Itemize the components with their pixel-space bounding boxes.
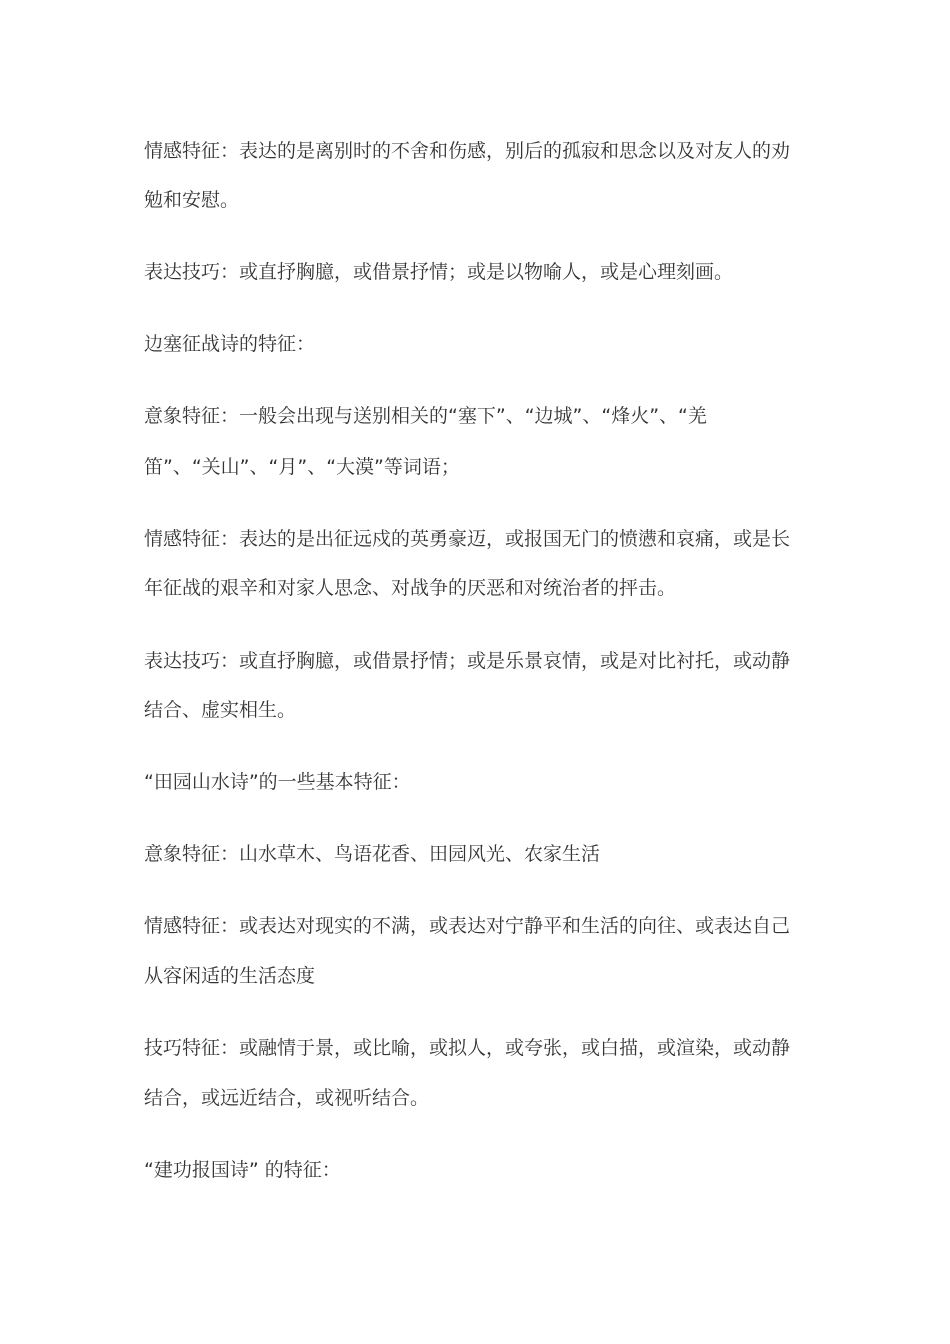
section-heading: “建功报国诗” 的特征： (144, 1159, 341, 1181)
section-heading: 边塞征战诗的特征： (144, 333, 316, 355)
text-line: 结合、虚实相生。 (144, 699, 297, 721)
text-line: 情感特征：表达的是出征远戍的英勇豪迈，或报国无门的愤懑和哀痛，或是长 (144, 528, 791, 550)
text-line: 意象特征：一般会出现与送别相关的“塞下”、“边城”、“烽火”、“羌 (144, 405, 707, 427)
text-line: 表达技巧：或直抒胸臆，或借景抒情；或是乐景哀情，或是对比衬托，或动静 (144, 650, 791, 672)
text-line: 表达技巧：或直抒胸臆，或借景抒情；或是以物喻人，或是心理刻画。 (144, 261, 734, 283)
text-line: 结合，或远近结合，或视听结合。 (144, 1087, 430, 1109)
text-line: 技巧特征：或融情于景，或比喻，或拟人，或夸张，或白描，或渲染，或动静 (144, 1037, 791, 1059)
text-line: 情感特征：表达的是离别时的不舍和伤感，别后的孤寂和思念以及对友人的劝 (144, 140, 791, 162)
section-heading: “田园山水诗”的一些基本特征： (144, 771, 411, 793)
text-line: 年征战的艰辛和对家人思念、对战争的厌恶和对统治者的抨击。 (144, 577, 677, 599)
text-line: 勉和安慰。 (144, 189, 240, 211)
text-line: 笛”、“关山”、“月”、“大漠”等词语； (144, 456, 460, 478)
text-line: 意象特征：山水草木、鸟语花香、田园风光、农家生活 (144, 843, 601, 865)
text-line: 从容闲适的生活态度 (144, 965, 316, 987)
text-line: 情感特征：或表达对现实的不满，或表达对宁静平和生活的向往、或表达自己 (144, 915, 791, 937)
